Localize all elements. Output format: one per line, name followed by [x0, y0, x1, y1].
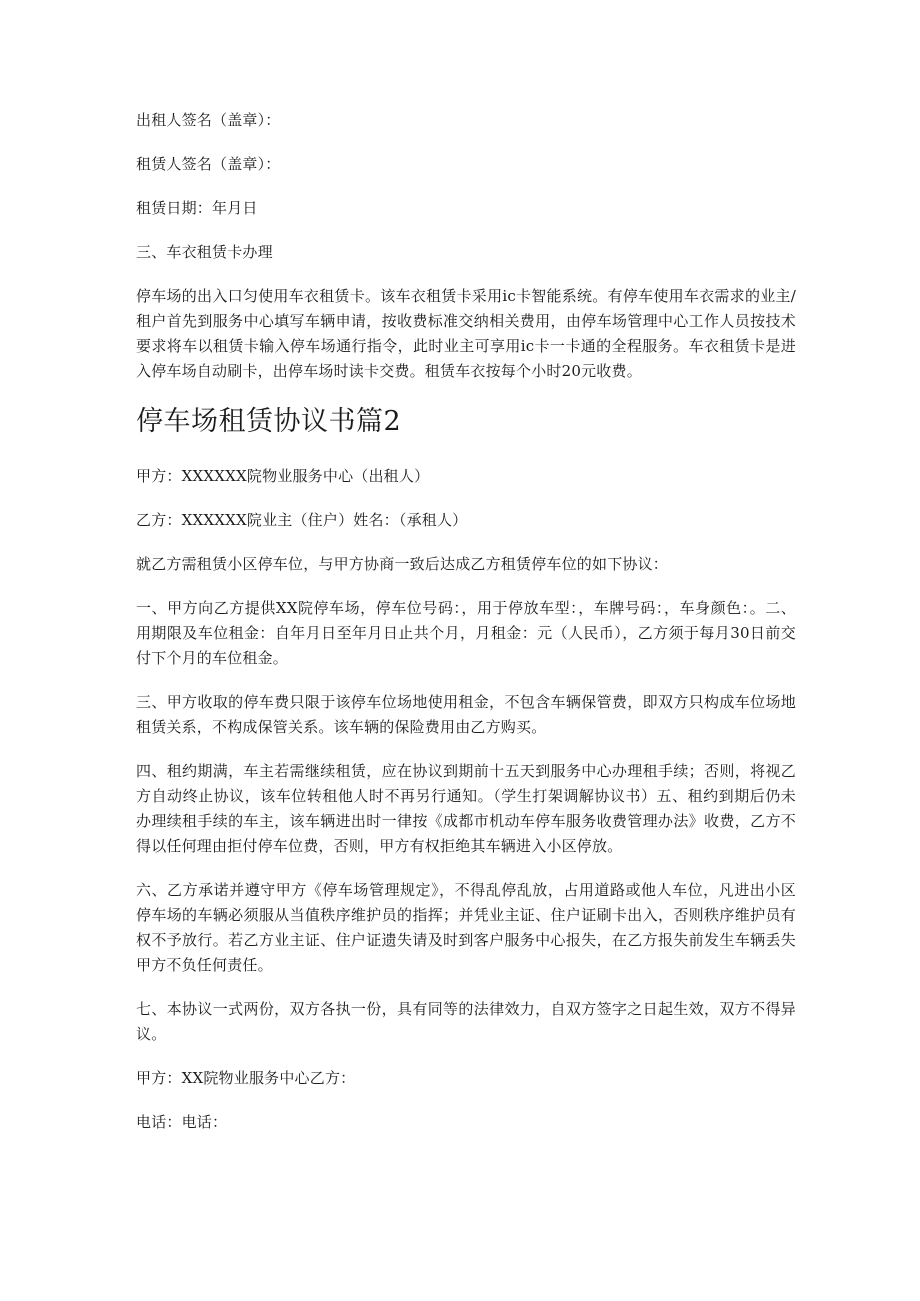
- section-title-car-cover-card: 三、车衣租赁卡办理: [136, 243, 273, 261]
- lessee-signature-line: 租赁人签名（盖章）：: [136, 155, 281, 173]
- intro-paragraph: 就乙方需租赁小区停车位，与甲方协商一致后达成乙方租赁停车位的如下协议：: [136, 555, 669, 573]
- clause-1-2-paragraph: 一、甲方向乙方提供XX院停车场，停车位号码：，用于停放车型：，车牌号码：，车身颜色：。二、用期限及车位租金：自年月日至年月日止共个月，月租金：元（人民币），乙方须于每月30日前交付下个月的车位租金。: [136, 599, 796, 667]
- lessor-signature-line: 出租人签名（盖章）：: [136, 111, 281, 129]
- clause-4-5-paragraph: 四、租约期满，车主若需继续租赁，应在协议到期前十五天到服务中心办理租手续；否则，将视乙方自动终止协议，该车位转租他人时不再另行通知。（学生打架调解协议书）五、租约到期后仍未办理续租手续的车主，该车辆进出时一律按《成都市机动车停车服务收费管理办法》收费，乙方不得以任何理由拒付停车位费，否则，甲方有权拒绝其车辆进入小区停放。: [136, 762, 796, 855]
- phone-line: 电话：电话：: [136, 1113, 228, 1131]
- signature-line: 甲方：XX院物业服务中心乙方：: [136, 1069, 356, 1087]
- car-cover-card-paragraph: 停车场的出入口匀使用车衣租赁卡。该车衣租赁卡采用ic卡智能系统。有停车使用车衣需求的业主/租户首先到服务中心填写车辆申请，按收费标准交纳相关费用，由停车场管理中心工作人员按技术要求将车以租赁卡输入停车场通行指令，此时业主可享用ic卡一卡通的全程服务。车衣租赁卡是进入停车场自动刷卡，出停车场时读卡交费。租赁车衣按每个小时20元收费。: [136, 287, 796, 380]
- clause-6-paragraph: 六、乙方承诺并遵守甲方《停车场管理规定》，不得乱停乱放，占用道路或他人车位，凡进出小区停车场的车辆必须服从当值秩序维护员的指挥；并凭业主证、住户证刷卡出入，否则秩序维护员有权不予放行。若乙方业主证、住户证遗失请及时到客户服务中心报失，在乙方报失前发生车辆丢失甲方不负任何责任。: [136, 881, 796, 974]
- clause-7-paragraph: 七、本协议一式两份，双方各执一份，具有同等的法律效力，自双方签字之日起生效，双方不得异议。: [136, 1000, 796, 1043]
- party-b-line: 乙方：XXXXXX院业主（住户）姓名：（承租人）: [136, 511, 468, 529]
- agreement-heading: 停车场租赁协议书篇2: [136, 406, 402, 437]
- clause-3-paragraph: 三、甲方收取的停车费只限于该停车位场地使用租金，不包含车辆保管费，即双方只构成车位场地租赁关系，不构成保管关系。该车辆的保险费用由乙方购买。: [136, 693, 796, 736]
- party-a-line: 甲方：XXXXXX院物业服务中心（出租人）: [136, 467, 430, 485]
- document-page: [136, 108, 796, 1154]
- lease-date-line: 租赁日期：年月日: [136, 199, 258, 217]
